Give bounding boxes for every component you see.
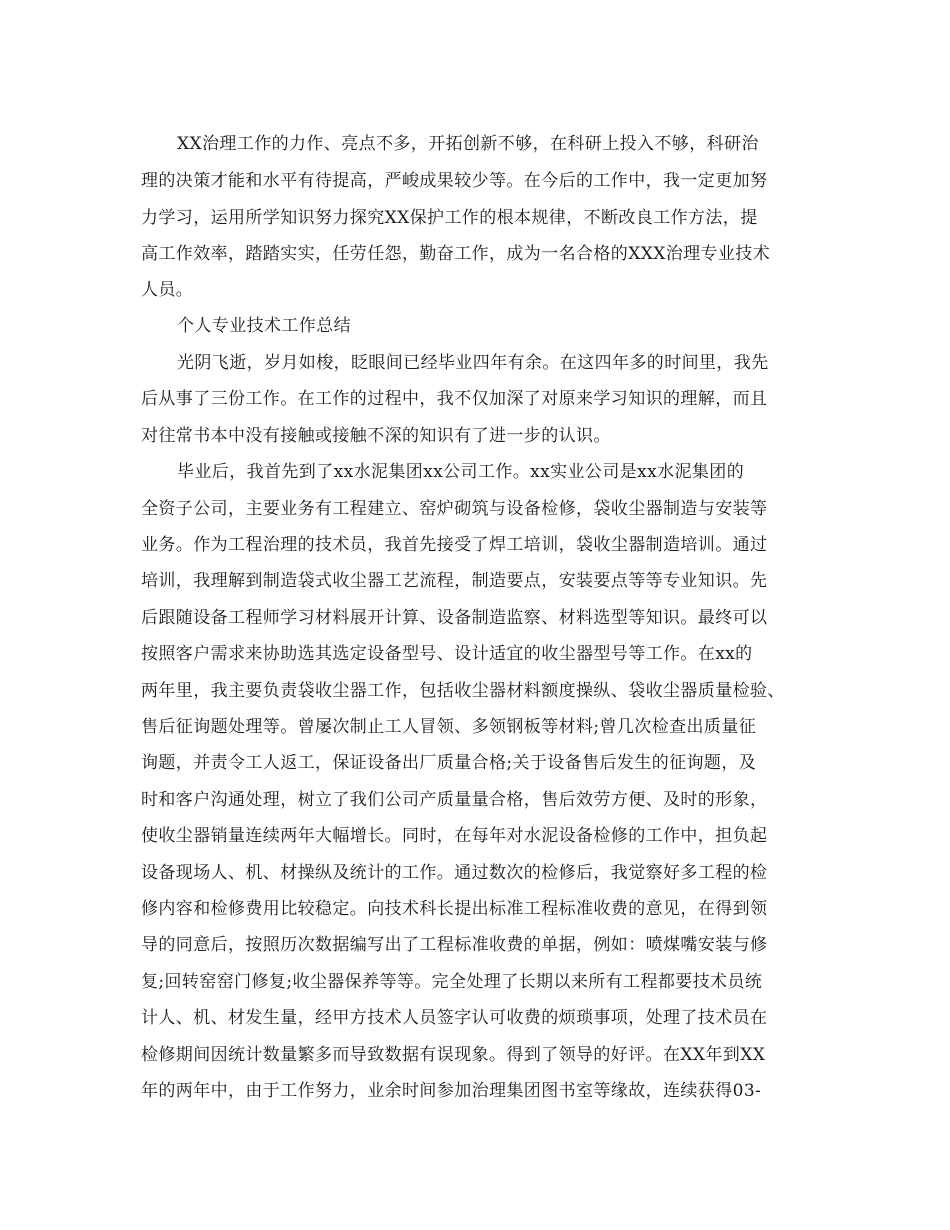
paragraph-line: 时和客户沟通处理，树立了我们公司产质量量合格，售后效劳方便、及时的形象， xyxy=(141,790,768,810)
paragraph-line: 理的决策才能和水平有待提高，严峻成果较少等。在今后的工作中，我一定更加努 xyxy=(141,171,768,191)
paragraph-line: 培训，我理解到制造袋式收尘器工艺流程，制造要点，安装要点等等专业知识。先 xyxy=(141,571,768,591)
paragraph-line: 全资子公司，主要业务有工程建立、窑炉砌筑与设备检修，袋收尘器制造与安装等 xyxy=(141,499,768,519)
section-heading: 个人专业技术工作总结 xyxy=(177,316,351,336)
paragraph-line: 人员。 xyxy=(141,280,194,300)
paragraph-line: 使收尘器销量连续两年大幅增长。同时，在每年对水泥设备检修的工作中，担负起 xyxy=(141,826,768,846)
paragraph-line: XX治理工作的力作、亮点不多，开拓创新不够，在科研上投入不够，科研治 xyxy=(177,134,759,154)
paragraph-line: 询题，并责令工人返工，保证设备出厂质量合格;关于设备售后发生的征询题，及 xyxy=(141,753,757,773)
paragraph-line: 后从事了三份工作。在工作的过程中，我不仅加深了对原来学习知识的理解，而且 xyxy=(141,389,768,409)
paragraph-line: 光阴飞逝，岁月如梭，眨眼间已经毕业四年有余。在这四年多的时间里，我先 xyxy=(177,353,769,373)
paragraph-line: 复;回转窑窑门修复;收尘器保养等等。完全处理了长期以来所有工程都要技术员统 xyxy=(141,972,763,992)
paragraph-line: 对往常书本中没有接触或接触不深的知识有了进一步的认识。 xyxy=(141,426,611,446)
paragraph-line: 力学习，运用所学知识努力探究XX保护工作的根本规律，不断改良工作方法，提 xyxy=(141,208,758,228)
paragraph-line: 检修期间因统计数量繁多而导致数据有误现象。得到了领导的好评。在XX年到XX xyxy=(141,1045,766,1065)
paragraph-line: 业务。作为工程治理的技术员，我首先接受了焊工培训，袋收尘器制造培训。通过 xyxy=(141,535,768,555)
paragraph-line: 修内容和检修费用比较稳定。向技术科长提出标准工程标准收费的意见，在得到领 xyxy=(141,899,768,919)
paragraph-line: 设备现场人、机、材操纵及统计的工作。通过数次的检修后，我觉察好多工程的检 xyxy=(141,863,768,883)
paragraph-line: 年的两年中，由于工作努力，业余时间参加治理集团图书室等缘故，连续获得03- xyxy=(141,1081,762,1101)
paragraph-line: 导的同意后，按照历次数据编写出了工程标准收费的单据，例如：喷煤嘴安装与修 xyxy=(141,935,768,955)
paragraph-line: 两年里，我主要负责袋收尘器工作，包括收尘器材料额度操纵、袋收尘器质量检验、 xyxy=(141,681,785,701)
paragraph-line: 计人、机、材发生量，经甲方技术人员签字认可收费的烦琐事项，处理了技术员在 xyxy=(141,1008,768,1028)
paragraph-line: 售后征询题处理等。曾屡次制止工人冒领、多领钢板等材料;曾几次检查出质量征 xyxy=(141,717,757,737)
paragraph-line: 后跟随设备工程师学习材料展开计算、设备制造监察、材料选型等知识。最终可以 xyxy=(141,608,768,628)
paragraph-line: 毕业后，我首先到了xx水泥集团xx公司工作。xx实业公司是xx水泥集团的 xyxy=(177,462,745,482)
paragraph-line: 高工作效率，踏踏实实，任劳任怨，勤奋工作，成为一名合格的XXX治理专业技术 xyxy=(141,244,771,264)
paragraph-line: 按照客户需求来协助选其选定设备型号、设计适宜的收尘器型号等工作。在xx的 xyxy=(141,644,753,664)
